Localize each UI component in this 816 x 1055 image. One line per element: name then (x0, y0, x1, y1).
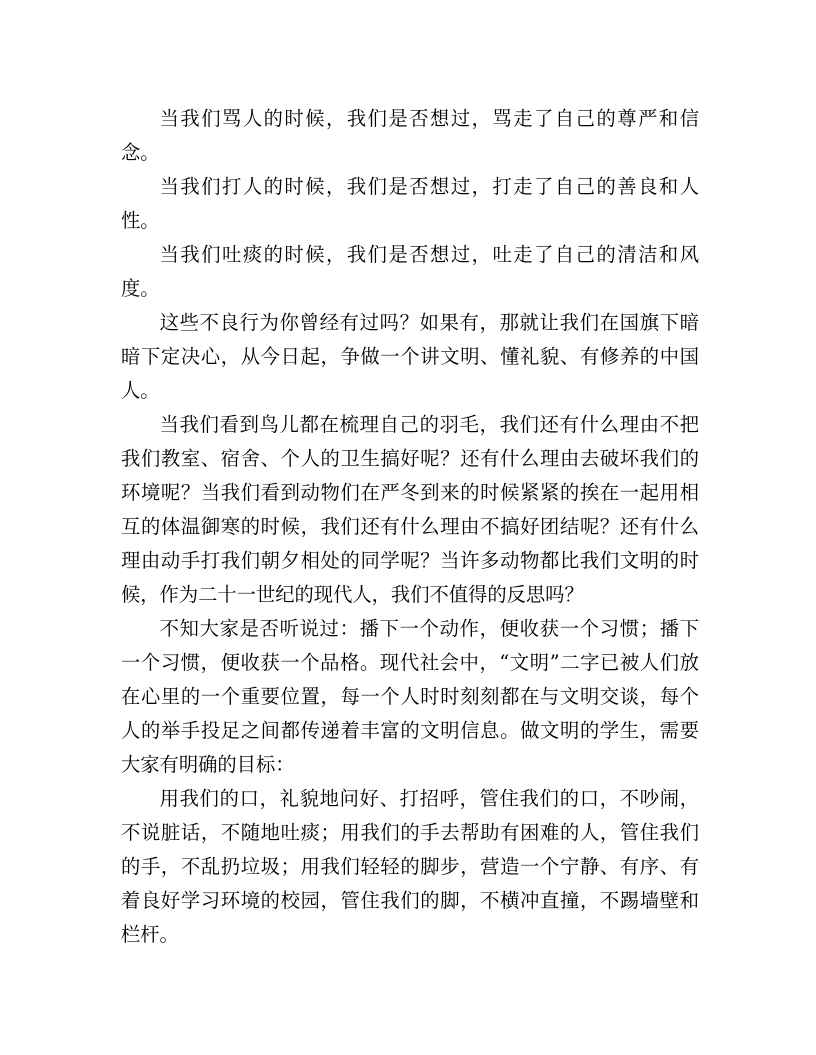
paragraph-3: 当我们吐痰的时候，我们是否想过，吐走了自己的清洁和风度。 (121, 243, 699, 300)
paragraph-2: 当我们打人的时候，我们是否想过，打走了自己的善良和人性。 (121, 175, 699, 232)
paragraph-6: 不知大家是否听说过：播下一个动作，便收获一个习惯；播下一个习惯，便收获一个品格。现代社会中，“文明”二字已被人们放在心里的一个重要位置，每一个人时时刻刻都在与文明交谈，每个人的举手投足之间都传递着丰富的文明信息。做文明的学生，需要大家有明确的目标： (121, 617, 699, 776)
paragraph-4: 这些不良行为你曾经有过吗？如果有，那就让我们在国旗下暗暗下定决心，从今日起，争做一个讲文明、懂礼貌、有修养的中国人。 (121, 311, 699, 402)
paragraph-5: 当我们看到鸟儿都在梳理自己的羽毛，我们还有什么理由不把我们教室、宿舍、个人的卫生搞好呢？还有什么理由去破坏我们的环境呢？当我们看到动物们在严冬到来的时候紧紧的挨在一起用相互的体温御寒的时候，我们还有什么理由不搞好团结呢？还有什么理由动手打我们朝夕相处的同学呢？当许多动物都比我们文明的时候，作为二十一世纪的现代人，我们不值得的反思吗？ (121, 413, 699, 606)
document-body (121, 102, 699, 952)
paragraph-1: 当我们骂人的时候，我们是否想过，骂走了自己的尊严和信念。 (121, 107, 699, 164)
paragraph-7: 用我们的口，礼貌地问好、打招呼，管住我们的口，不吵闹，不说脏话，不随地吐痰；用我们的手去帮助有困难的人，管住我们的手，不乱扔垃圾；用我们轻轻的脚步，营造一个宁静、有序、有着良好学习环境的校园，管住我们的脚，不横冲直撞，不踢墙壁和栏杆。 (121, 787, 699, 946)
